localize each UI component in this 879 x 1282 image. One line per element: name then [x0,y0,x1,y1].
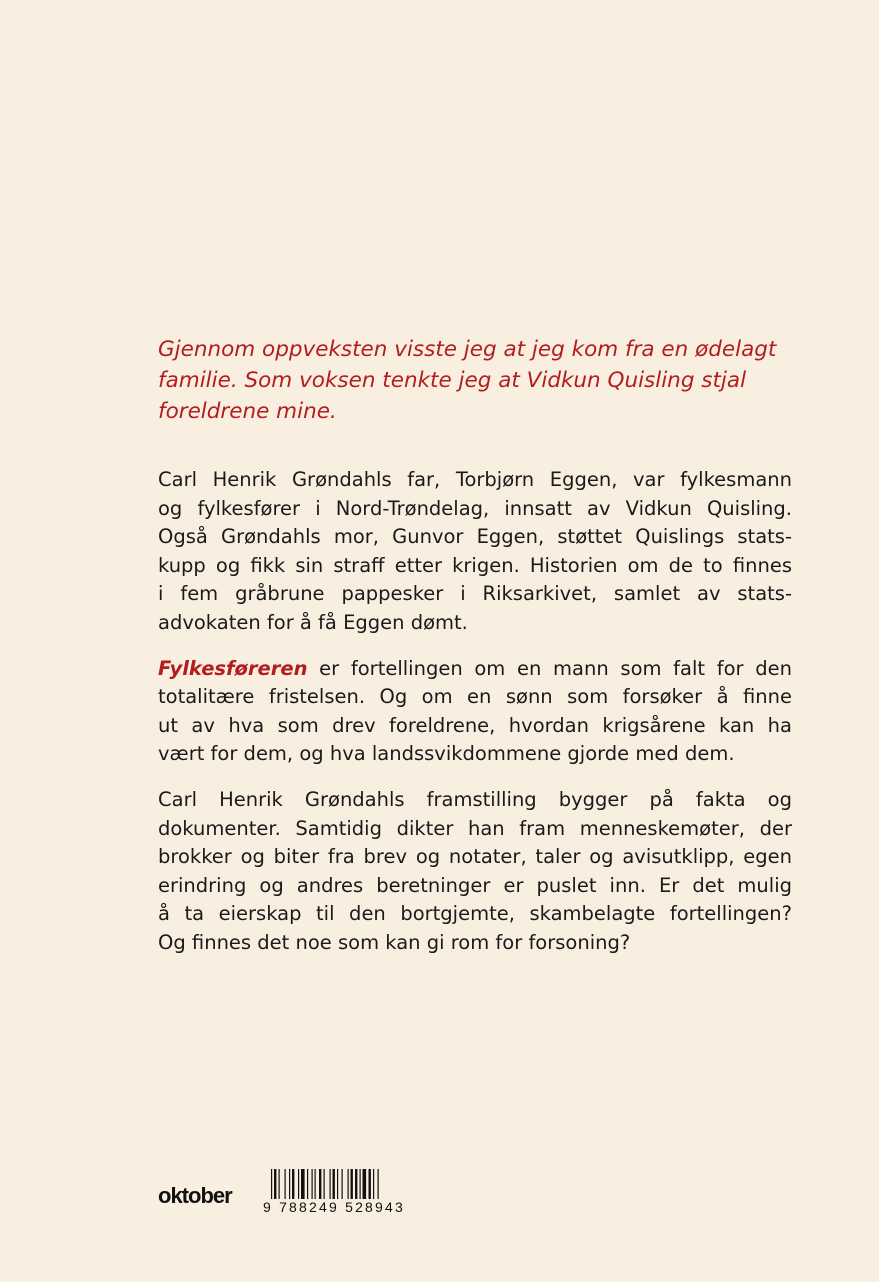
text-line: ut av hva som drev foreldrene, hvordan krigsårene kan ha [158,713,792,737]
text-line: Carl Henrik Grøndahls far, Torbjørn Eggen, var fylkesmann [158,468,792,491]
isbn-number: 9 788249 528943 [263,1199,421,1215]
text-line: og fylkesfører i Nord-Trøndelag, innsatt av Vidkun Quisling. [158,496,792,520]
blurb [158,334,792,975]
barcode-bar [373,1169,374,1199]
text-line: brokker og biter fra brev og notater, taler og avisutklipp, egen [158,845,792,869]
barcode-bar [292,1169,294,1199]
barcode-bar [355,1169,357,1199]
text-line: Også Grøndahls mor, Gunvor Eggen, støttet Quislings stats- [158,525,792,549]
paragraph-1 [158,466,792,638]
text-line: totalitære fristelsen. Og om en sønn som forsøker å finne [158,685,792,709]
quote-line: familie. Som voksen tenkte jeg at Vidkun Quisling stjal [158,368,747,393]
barcode-bar [289,1169,290,1199]
text-line: å ta eierskap til den bortgjemte, skambelagte fortellingen? [158,902,792,926]
text-line: vært for dem, og hva landssvikdommene gjorde med dem. [158,742,735,766]
barcode-bar [378,1169,379,1199]
text-line: i fem gråbrune pappesker i Riksarkivet, samlet av stats- [158,582,792,606]
barcode-bar [363,1169,367,1199]
text-fragment: er fortellingen om en mann som falt for den [307,656,792,680]
quote-line: Gjennom oppveksten visste jeg at jeg kom fra en ødelagt [158,337,777,362]
text-line: Carl Henrik Grøndahls framstilling bygger på fakta og [158,787,792,811]
text-line: Og finnes det noe som kan gi rom for forsoning? [158,930,631,954]
book-title: Fylkesføreren [158,656,308,680]
barcode-bar [333,1169,335,1199]
barcode-bar [348,1169,349,1199]
barcode-bar [279,1169,280,1199]
pull-quote [158,334,792,427]
barcode-bar [285,1169,286,1199]
text-line: dokumenter. Samtidig dikter han fram menneskemøter, der [158,816,792,840]
barcode-bar [307,1169,308,1199]
barcode-bar [315,1169,316,1199]
barcode-bar [360,1169,361,1199]
publisher-logo: oktober [158,1183,232,1208]
paragraph-3 [158,786,792,958]
barcode-bar [298,1169,299,1199]
text-line: advokaten for å få Eggen dømt. [158,610,468,634]
barcode-bar [301,1169,305,1199]
barcode-bar [337,1169,338,1199]
text-line: erindring og andres beretninger er puslet inn. Er det mulig [158,873,792,897]
quote-line: foreldrene mine. [158,399,337,424]
barcode-bar [312,1169,313,1199]
barcode-bar [324,1169,325,1199]
barcode-bar [351,1169,353,1199]
barcode-bar [319,1169,321,1199]
text-line [158,655,792,684]
text-line: kupp og fikk sin straff etter krigen. Historien om de to finnes [158,553,792,577]
barcode-bar [330,1169,331,1199]
barcode-bar [369,1169,371,1199]
paragraph-2 [158,655,792,769]
